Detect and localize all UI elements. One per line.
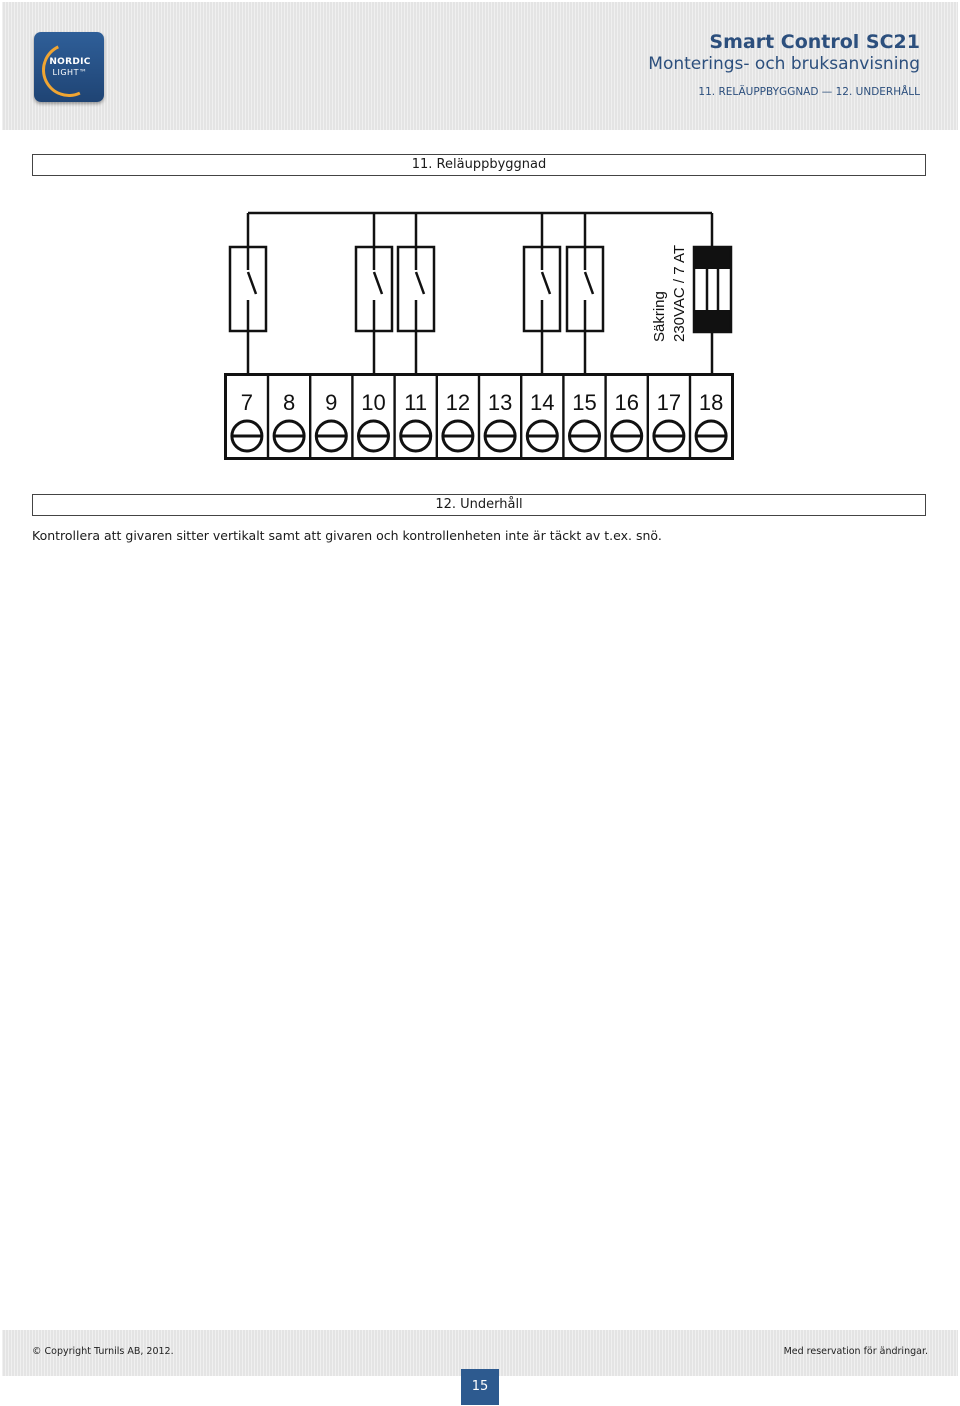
terminal-label: 8 — [282, 390, 296, 415]
terminal-7 — [227, 376, 267, 457]
document-title: Smart Control SC21 — [709, 31, 920, 53]
terminal-17 — [649, 376, 689, 457]
relay-switch-5 — [567, 247, 603, 331]
terminal-label: 13 — [487, 390, 513, 415]
relay-switch-4 — [524, 247, 560, 331]
fuse-label-line2: 230VAC / 7 AT — [671, 245, 688, 342]
terminal-8 — [269, 376, 309, 457]
section-title-maintenance: 12. Underhåll — [32, 494, 926, 516]
terminal-13 — [480, 376, 520, 457]
relay-switch-2 — [356, 247, 392, 331]
logo-text-line2: LIGHT™ — [52, 68, 88, 77]
terminal-15 — [565, 376, 605, 457]
terminal-9 — [311, 376, 351, 457]
terminal-label: 7 — [240, 390, 254, 415]
terminal-label: 16 — [614, 390, 639, 415]
terminal-label: 11 — [404, 390, 428, 415]
fuse-icon — [694, 247, 731, 332]
relay-switch-1 — [230, 247, 266, 331]
terminal-label: 9 — [325, 390, 338, 415]
terminal-label: 18 — [698, 390, 724, 415]
terminal-label: 12 — [445, 390, 471, 415]
terminal-14 — [522, 376, 562, 457]
terminal-label: 17 — [656, 390, 682, 415]
page-number: 15 — [461, 1369, 499, 1405]
terminal-label: 14 — [530, 390, 555, 415]
document-subtitle: Monterings- och bruksanvisning — [648, 54, 920, 74]
logo-text-line1: NORDIC — [49, 57, 91, 67]
maintenance-text: Kontrollera att givaren sitter vertikalt samt att givaren och kontrollenheten inte är täckt av t.ex. snö. — [32, 528, 662, 543]
terminal-10 — [354, 376, 394, 457]
section-title-relay: 11. Reläuppbyggnad — [32, 154, 926, 176]
section-breadcrumb: 11. RELÄUPPBYGGNAD — 12. UNDERHÅLL — [698, 86, 920, 98]
relay-switch-3 — [398, 247, 434, 331]
reservation-notice: Med reservation för ändringar. — [783, 1346, 928, 1357]
terminal-12 — [438, 376, 478, 457]
terminal-11 — [396, 376, 436, 457]
terminal-label: 15 — [572, 390, 597, 415]
terminal-16 — [607, 376, 647, 457]
copyright-notice: © Copyright Turnils AB, 2012. — [32, 1346, 174, 1357]
relay-wiring-diagram — [0, 0, 960, 480]
terminal-18 — [691, 376, 731, 457]
fuse-label-line1: Säkring — [651, 291, 668, 342]
terminal-label: 10 — [361, 390, 386, 415]
